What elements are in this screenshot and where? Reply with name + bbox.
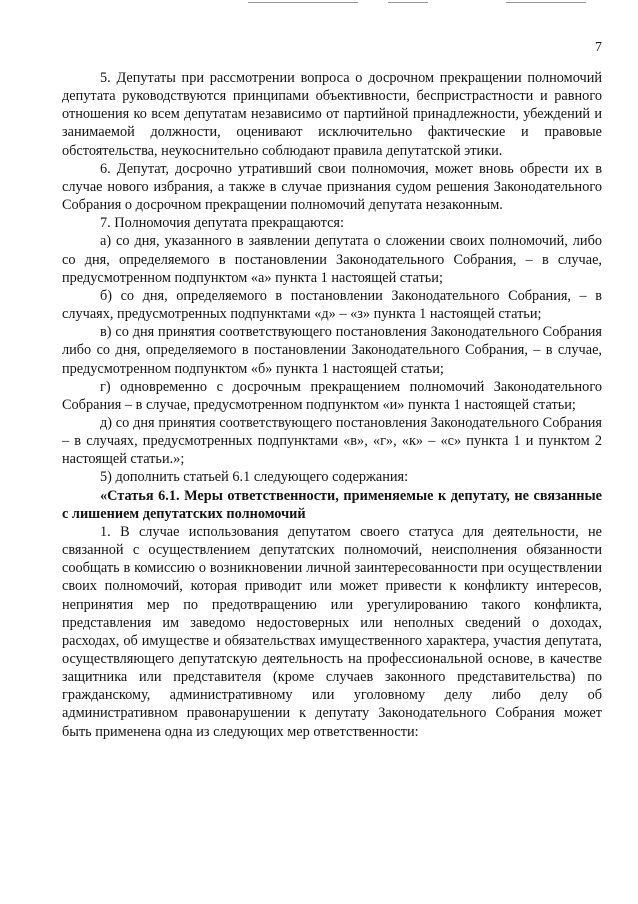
subitem-b: б) со дня, определяемого в постановлении Законодательного Собрания, – в случаях, предусмотренных подпунктами «д» – «з» пункта 1 настоящей статьи; (62, 287, 602, 323)
subitem-d: д) со дня принятия соответствующего постановления Законодательного Собрания – в случаях, предусмотренных подпунктами «в», «г», «к» – «с» пункта 1 и пунктом 2 настоящей статьи.»; (62, 414, 602, 468)
page-number: 7 (595, 40, 602, 55)
paragraph-5: 5. Депутаты при рассмотрении вопроса о досрочном прекращении полномочий депутата руководствуются принципами объективности, беспристрастности и равного отношения ко всем депутатам независимо от партийной принадлежности, убеждений и занимаемой должности, оценивают исключительно фактические и правовые обстоятельства, неукоснительно соблюдают правила депутатской этики. (62, 70, 602, 159)
scan-edge-line (506, 2, 586, 3)
subitem-a: а) со дня, указанного в заявлении депутата о сложении своих полномочий, либо со дня, определяемого в постановлении Законодательного Собрания, – в случае, предусмотренном подпунктом «а» пункта 1 настоящей статьи; (62, 233, 602, 286)
subitem-v: в) со дня принятия соответствующего постановления Законодательного Собрания либо со дня, определяемого в постановлении Законодательного Собрания, – в случае, предусмотренном подпунктом «б» пункта 1 настоящей статьи; (62, 324, 602, 377)
article-paragraph-1: 1. В случае использования депутатом своего статуса для деятельности, не связанной с осуществлением депутатских полномочий, неисполнения обязанности сообщать в комиссию о возникновении личной заинтересованности при осуществлении своих полномочий, которая приводит или может привести к конфликту интересов, непринятия мер по предотвращению или урегулированию такого конфликта, представления им заведомо недостоверных или неполных сведений о доходах, расходах, об имуществе и обязательствах имущественного характера, участия депутата, осуществляющего депутатскую деятельность на профессиональной основе, в качестве защитника или представителя (кроме случаев законного представительства) по гражданскому, административному или уголовному делу либо делу об административном правонарушении к депутату Законодательного Собрания может быть применена одна из следующих мер ответственности: (62, 523, 602, 740)
paragraph-7: 7. Полномочия депутата прекращаются: (100, 215, 344, 232)
document-body (62, 69, 602, 741)
article-heading: «Статья 6.1. Меры ответственности, применяемые к депутату, не связанные с лишением депутатских полномочий (62, 487, 602, 522)
scan-edge-line (388, 2, 428, 3)
amendment-intro: 5) дополнить статьей 6.1 следующего содержания: (100, 469, 409, 486)
subitem-g: г) одновременно с досрочным прекращением полномочий Законодательного Собрания – в случае, предусмотренном подпунктом «и» пункта 1 настоящей статьи; (62, 378, 602, 413)
paragraph-6: 6. Депутат, досрочно утративший свои полномочия, может вновь обрести их в случае нового избрания, а также в случае признания судом решения Законодательного Собрания о досрочном прекращении полномочий депутата незаконным. (62, 160, 602, 214)
scan-edge-line (248, 2, 358, 3)
